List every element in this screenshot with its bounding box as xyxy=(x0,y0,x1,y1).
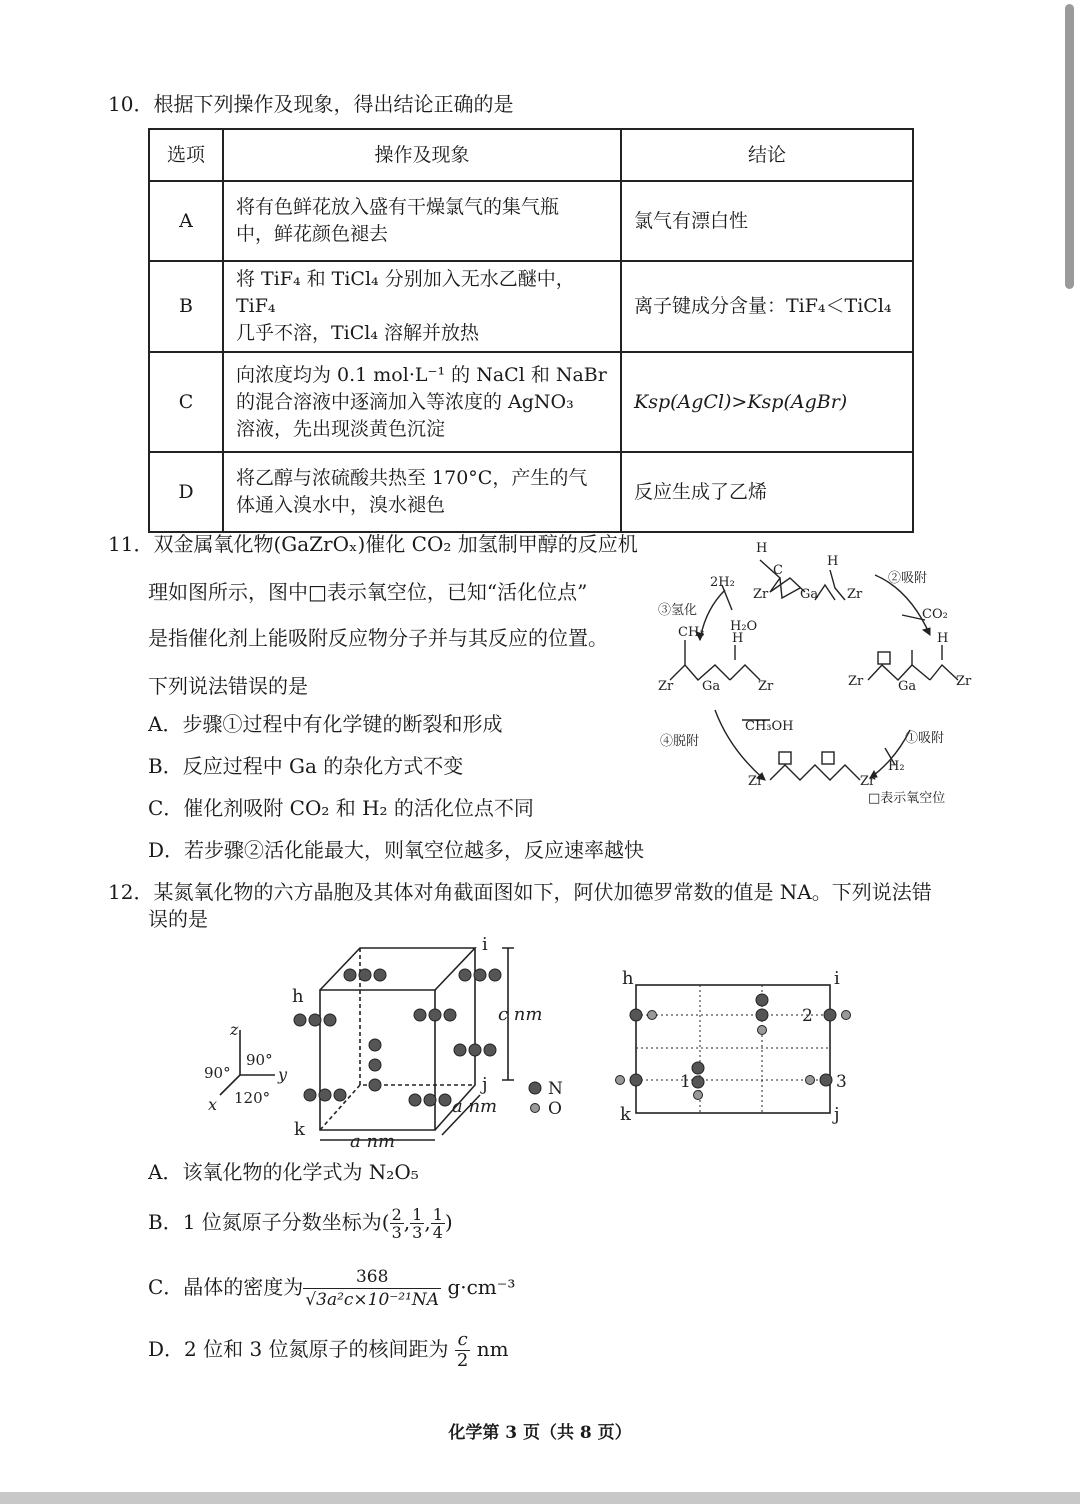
fig-step4-label: ④脱附 xyxy=(660,734,700,749)
option-b-text: B．1 位氮原子分数坐标为( xyxy=(148,1210,390,1234)
fraction-numerator: 1 xyxy=(432,1205,443,1224)
axis-z-label: z xyxy=(230,1020,239,1039)
scrollbar[interactable] xyxy=(1065,4,1074,289)
legend-n-label: N xyxy=(548,1079,563,1099)
q10-title: 10．根据下列操作及现象，得出结论正确的是 xyxy=(108,92,514,116)
fig-step3-label: ③氢化 xyxy=(658,603,698,618)
hexagonal-unit-cell-diagram xyxy=(190,930,590,1150)
operation-line: 将 TiF₄ 和 TiCl₄ 分别加入无水乙醚中，TiF₄ xyxy=(236,268,575,317)
fraction-numerator: 2 xyxy=(391,1205,402,1224)
fig-step2-label: ②吸附 xyxy=(888,571,928,586)
cell-j-label: j xyxy=(482,1074,488,1095)
fig-step1-label: ①吸附 xyxy=(905,731,945,746)
fig-zr-label: Zr xyxy=(860,774,876,789)
q12-option-a: A．该氧化物的化学式为 N₂O₅ xyxy=(148,1160,419,1184)
q11-text-line3: 是指催化剂上能吸附反应物分子并与其反应的位置。 xyxy=(148,626,608,650)
table-row xyxy=(149,452,913,532)
table-row xyxy=(149,261,913,352)
fig-ch3oh-label: CH₃OH xyxy=(745,719,794,734)
row-option: A xyxy=(149,181,223,261)
q12-option-c xyxy=(148,1266,515,1311)
row-option: B xyxy=(149,261,223,352)
option-b-close: ) xyxy=(444,1210,453,1234)
fig-zr-label: Zr xyxy=(848,674,864,689)
row-conclusion: 氯气有漂白性 xyxy=(621,181,913,261)
fig-h-label: H xyxy=(732,631,744,646)
cell-k-label: k xyxy=(294,1119,305,1140)
fig-c-label: C xyxy=(773,563,783,578)
section-i-label: i xyxy=(834,968,840,989)
fig-zr-label: Zr xyxy=(758,679,774,694)
fraction-numerator: 1 xyxy=(412,1205,423,1224)
q12-title: 12．某氮氧化物的六方晶胞及其体对角截面图如下，阿伏加德罗常数的值是 NA。下列说法错 xyxy=(108,880,932,904)
row-option: C xyxy=(149,352,223,452)
row-operation xyxy=(223,352,621,452)
option-c-unit: g·cm⁻³ xyxy=(447,1275,516,1299)
operation-line: 几乎不溶，TiCl₄ 溶解并放热 xyxy=(236,322,480,344)
position-1-label: 1 xyxy=(680,1072,691,1092)
position-3-label: 3 xyxy=(836,1072,847,1092)
fig-zr-label: Zr xyxy=(658,679,674,694)
cell-h-label: h xyxy=(292,986,304,1007)
fraction-denominator: 3 xyxy=(412,1223,423,1242)
q12-option-b: B．1 位氮原子分数坐标为( $\frac{2}{3}$ , $\frac{1}{3}$ , $\frac{1}{4}$ ) xyxy=(148,1205,453,1242)
row-conclusion: 反应生成了乙烯 xyxy=(621,452,913,532)
operation-line: 将乙醇与浓硫酸共热至 170°C，产生的气 xyxy=(236,467,588,489)
q11-option-b: B．反应过程中 Ga 的杂化方式不变 xyxy=(148,754,464,778)
fig-legend-label: □表示氧空位 xyxy=(868,791,946,806)
row-operation xyxy=(223,261,621,352)
fig-ga-label: Ga xyxy=(898,679,917,694)
fig-ga-label: Ga xyxy=(702,679,721,694)
fig-co2-label: CO₂ xyxy=(922,607,948,622)
fraction-numerator: 368 xyxy=(303,1266,441,1289)
col-header-operation: 操作及现象 xyxy=(223,129,621,181)
operation-line: 将有色鲜花放入盛有干燥氯气的集气瓶 xyxy=(236,196,560,218)
distance-fraction xyxy=(455,1330,470,1371)
q11-option-d: D．若步骤②活化能最大，则氧空位越多，反应速率越快 xyxy=(148,838,645,862)
fig-zr-label: Zr xyxy=(847,587,863,602)
operation-line: 体通入溴水中，溴水褪色 xyxy=(236,494,446,516)
section-h-label: h xyxy=(622,968,634,989)
q11-text-line2: 理如图所示，图中□表示氧空位，已知“活化位点” xyxy=(148,580,588,604)
table-row xyxy=(149,352,913,452)
operation-line: 溶液，先出现淡黄色沉淀 xyxy=(236,417,446,440)
page-footer: 化学第 3 页（共 8 页） xyxy=(448,1423,632,1443)
bottom-edge xyxy=(0,1492,1080,1504)
fig-h2o-label: H₂O xyxy=(730,619,758,634)
cell-c-label: c nm xyxy=(498,1004,543,1025)
table-header-row xyxy=(149,129,913,181)
fraction-numerator: c xyxy=(455,1330,470,1351)
row-option: D xyxy=(149,452,223,532)
fig-ch3-label: CH₃ xyxy=(678,625,705,640)
operation-line: 的混合溶液中逐滴加入等浓度的 AgNO₃ xyxy=(236,390,574,413)
q12-option-d xyxy=(148,1330,509,1371)
col-header-option: 选项 xyxy=(149,129,223,181)
axis-y-label: y xyxy=(278,1065,288,1084)
angle-120-label: 120° xyxy=(234,1089,271,1107)
q11-option-c: C．催化剂吸附 CO₂ 和 H₂ 的活化位点不同 xyxy=(148,796,534,820)
fig-ga-label: Ga xyxy=(800,587,819,602)
option-d-unit: nm xyxy=(476,1337,509,1361)
row-operation xyxy=(223,181,621,261)
diagonal-section-diagram xyxy=(610,960,860,1130)
table-row xyxy=(149,181,913,261)
option-c-text: C．晶体的密度为 xyxy=(148,1275,304,1299)
q10-table xyxy=(148,128,914,533)
q11-title: 11．双金属氧化物(GaZrOₓ)催化 CO₂ 加氢制甲醇的反应机 xyxy=(108,532,638,556)
fig-zr-label: Zr xyxy=(956,674,972,689)
operation-line: 中，鲜花颜色褪去 xyxy=(236,223,389,245)
option-d-text: D．2 位和 3 位氮原子的核间距为 xyxy=(148,1337,449,1361)
q11-option-a: A．步骤①过程中有化学键的断裂和形成 xyxy=(148,712,503,736)
fraction-denominator: 2 xyxy=(456,1350,469,1371)
q12-title-cont: 误的是 xyxy=(148,907,208,931)
position-2-label: 2 xyxy=(802,1006,813,1026)
operation-line: 向浓度均为 0.1 mol·L⁻¹ 的 NaCl 和 NaBr xyxy=(236,363,607,386)
density-fraction xyxy=(303,1266,441,1311)
q11-question: 下列说法错误的是 xyxy=(148,674,308,698)
legend-o-label: O xyxy=(548,1099,562,1119)
reaction-mechanism-diagram xyxy=(640,530,985,815)
fraction xyxy=(390,1206,404,1241)
row-conclusion: 离子键成分含量：TiF₄＜TiCl₄ xyxy=(621,261,913,352)
fig-h2-label: H₂ xyxy=(888,759,905,774)
fraction-denominator: 3 xyxy=(391,1223,402,1242)
section-j-label: j xyxy=(834,1104,840,1125)
cell-i-label: i xyxy=(482,934,488,955)
col-header-conclusion: 结论 xyxy=(621,129,913,181)
fig-zr-label: Zr xyxy=(748,774,764,789)
cell-a-label: a nm xyxy=(452,1096,498,1117)
fig-h-label: H xyxy=(756,541,768,556)
angle-90-label: 90° xyxy=(246,1051,273,1069)
fig-2h2-label: 2H₂ xyxy=(710,575,735,590)
angle-90-label: 90° xyxy=(204,1064,231,1082)
fig-h-label: H xyxy=(827,554,839,569)
section-k-label: k xyxy=(620,1104,631,1125)
fig-h-label: H xyxy=(937,631,949,646)
row-operation xyxy=(223,452,621,532)
fraction xyxy=(431,1206,445,1241)
axis-x-label: x xyxy=(208,1095,218,1114)
fraction-denominator: 4 xyxy=(432,1223,443,1242)
fraction-denominator: √3a²c×10⁻²¹NA xyxy=(305,1290,440,1310)
row-conclusion: Ksp(AgCl)>Ksp(AgBr) xyxy=(621,352,913,452)
fig-zr-label: Zr xyxy=(753,587,769,602)
cell-a-label: a nm xyxy=(350,1131,396,1150)
fraction xyxy=(410,1206,424,1241)
